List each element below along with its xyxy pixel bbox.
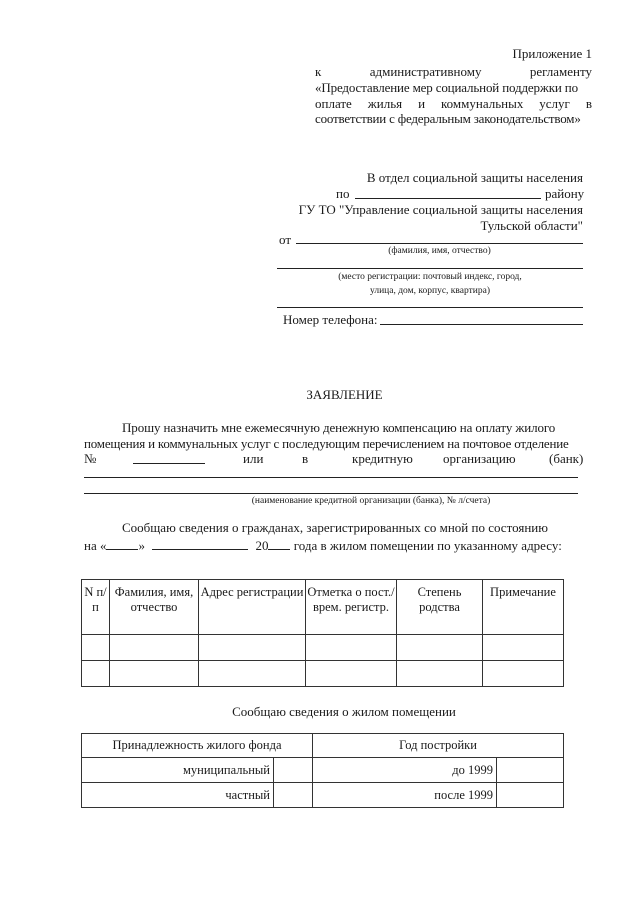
statement-title: ЗАЯВЛЕНИЕ <box>306 387 383 402</box>
appendix-title: Приложение 1 <box>512 46 592 61</box>
rayon-blank-line[interactable] <box>355 198 541 199</box>
citizens-table <box>81 579 564 687</box>
addressee-line-3: ГУ ТО "Управление социальной защиты населения <box>298 202 583 217</box>
year-checkbox[interactable] <box>497 758 564 783</box>
statement-p1-bank: (банк) <box>549 451 584 466</box>
appendix-line-3 <box>315 96 592 111</box>
phone-label: Номер телефона: <box>283 312 378 327</box>
housing-row <box>82 758 564 783</box>
housing-row <box>82 783 564 808</box>
bank-blank-line-1[interactable] <box>84 477 578 478</box>
registration-caption-2: улица, дом, корпус, квартира) <box>370 286 490 296</box>
statement-p2-tail: года в жилом помещении по указанному адресу: <box>293 538 562 553</box>
year-label: после 1999 <box>313 783 497 808</box>
appendix-l3-w5: услуг <box>539 96 570 111</box>
col-header-note: Примечание <box>483 580 564 635</box>
table-cell[interactable] <box>397 635 483 661</box>
appendix-l3-w2: жилья <box>367 96 403 111</box>
ownership-label: муниципальный <box>82 758 274 783</box>
statement-p1-v: в <box>302 451 309 466</box>
appendix-l3-w1: оплате <box>315 96 352 111</box>
appendix-word-reglament: регламенту <box>529 64 592 79</box>
statement-p1-line-1: Прошу назначить мне ежемесячную денежную компенсацию на оплату жилого <box>122 420 556 435</box>
statement-p1-no: № <box>84 451 97 466</box>
col-header-fio: Фамилия, имя, отчество <box>110 580 199 635</box>
table-cell[interactable] <box>306 635 397 661</box>
table-cell[interactable] <box>82 635 110 661</box>
col-header-number: N п/п <box>82 580 110 635</box>
fio-blank-line[interactable] <box>296 243 583 244</box>
statement-p1-line-2: помещения и коммунальных услуг с последующим перечислением на почтовое отделение <box>84 436 569 451</box>
addressee-line-1: В отдел социальной защиты населения <box>366 170 583 185</box>
table-cell[interactable] <box>483 635 564 661</box>
statement-p2-line-1: Сообщаю сведения о гражданах, зарегистрированных со мной по состоянию <box>122 520 548 535</box>
table-cell[interactable] <box>110 661 199 687</box>
appendix-line-4: соответствии с федеральным законодательством» <box>315 111 581 126</box>
ownership-label: частный <box>82 783 274 808</box>
appendix-l3-w3: и <box>418 96 426 111</box>
from-label: от <box>279 232 292 247</box>
statement-p1-credit: кредитную <box>352 451 413 466</box>
post-office-blank-line[interactable] <box>133 463 205 464</box>
table-cell[interactable] <box>110 635 199 661</box>
appendix-word-admin: административному <box>369 64 482 79</box>
appendix-line-1 <box>315 64 592 79</box>
statement-p1-org: организацию <box>443 451 516 466</box>
fio-caption: (фамилия, имя, отчество) <box>388 246 491 256</box>
appendix-l3-w4: коммунальных <box>441 96 524 111</box>
appendix-l3-w6: в <box>585 96 592 111</box>
registration-caption-1: (место регистрации: почтовый индекс, город, <box>338 272 522 282</box>
statement-p2-line-2 <box>84 537 585 553</box>
addressee-po-label: по <box>336 186 350 201</box>
registration-blank-line-2[interactable] <box>277 307 583 308</box>
table-cell[interactable] <box>483 661 564 687</box>
col-header-address: Адрес регистрации <box>199 580 306 635</box>
year-label: до 1999 <box>313 758 497 783</box>
citizens-table-header-row <box>82 580 564 635</box>
ownership-checkbox[interactable] <box>274 783 313 808</box>
ownership-checkbox[interactable] <box>274 758 313 783</box>
addressee-rayon-label: району <box>545 186 585 201</box>
table-cell[interactable] <box>82 661 110 687</box>
table-cell[interactable] <box>306 661 397 687</box>
housing-col-ownership: Принадлежность жилого фонда <box>82 734 313 758</box>
statement-p1-or: или <box>243 451 264 466</box>
housing-col-year: Год постройки <box>313 734 564 758</box>
table-row <box>82 661 564 687</box>
phone-blank-line[interactable] <box>380 324 583 325</box>
table-cell[interactable] <box>397 661 483 687</box>
table-cell[interactable] <box>199 661 306 687</box>
addressee-line-4: Тульской области" <box>480 218 583 233</box>
appendix-word-k: к <box>315 64 322 79</box>
bank-blank-line-2[interactable] <box>84 493 578 494</box>
housing-title: Сообщаю сведения о жилом помещении <box>232 704 456 719</box>
statement-p2-year: 20 <box>255 538 269 553</box>
year-checkbox[interactable] <box>497 783 564 808</box>
day-blank[interactable] <box>106 537 138 550</box>
appendix-line-2: «Предоставление мер социальной поддержки по <box>315 80 578 95</box>
housing-header-row <box>82 734 564 758</box>
table-row <box>82 635 564 661</box>
col-header-kinship: Степень родства <box>397 580 483 635</box>
statement-p2-close: » <box>138 538 145 553</box>
month-blank[interactable] <box>152 537 248 550</box>
housing-table <box>81 733 564 808</box>
statement-p2-na: на « <box>84 538 107 553</box>
registration-blank-line[interactable] <box>277 268 583 269</box>
table-cell[interactable] <box>199 635 306 661</box>
bank-caption: (наименование кредитной организации (банка), № л/счета) <box>251 496 491 506</box>
year-blank[interactable] <box>268 537 290 550</box>
col-header-registration-mark: Отметка о пост./врем. регистр. <box>306 580 397 635</box>
